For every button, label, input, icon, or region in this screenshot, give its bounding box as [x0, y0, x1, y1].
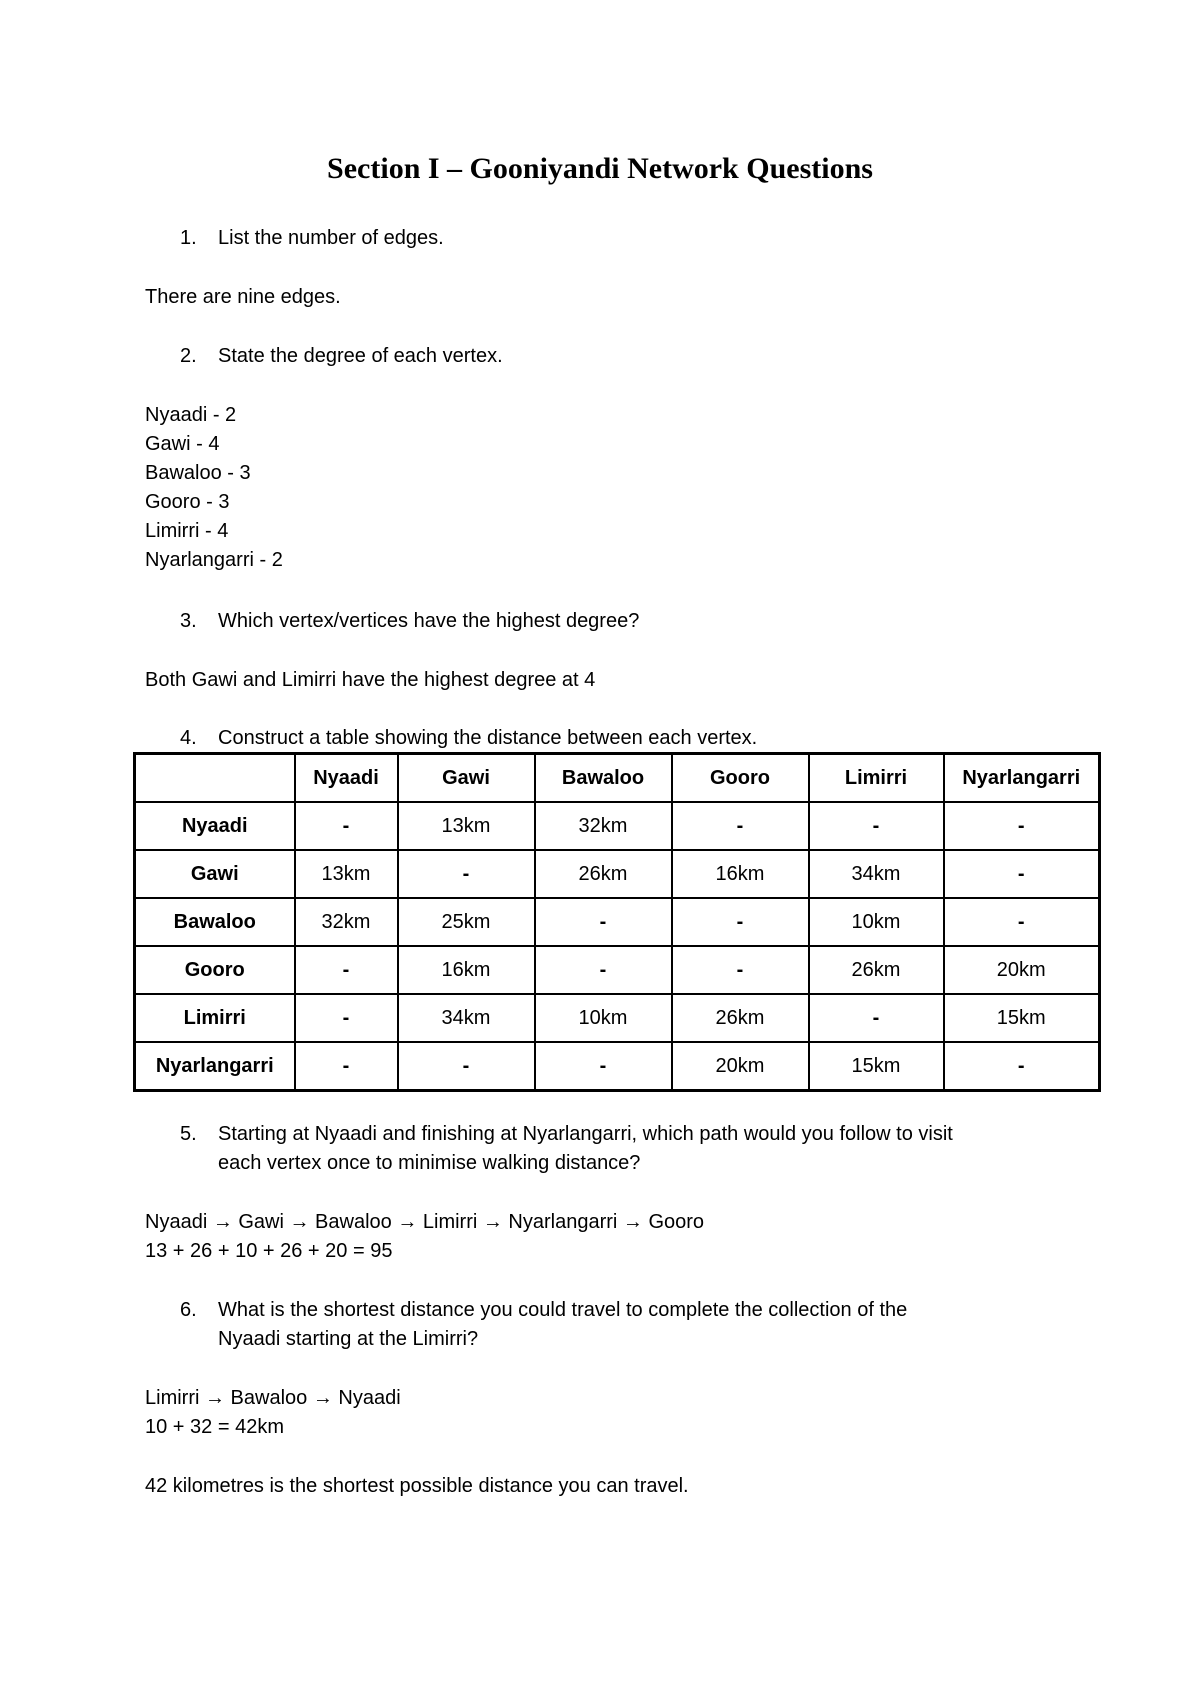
distance-table: [133, 752, 1101, 1092]
row-header-cell: Limirri: [135, 994, 295, 1042]
table-cell: 26km: [809, 946, 944, 994]
table-cell: -: [944, 802, 1100, 850]
table-cell: 20km: [672, 1042, 809, 1091]
question-number: 1.: [180, 227, 197, 249]
table-header-cell: Limirri: [809, 754, 944, 803]
table-cell: -: [672, 802, 809, 850]
question-2: [180, 342, 503, 371]
table-cell: -: [944, 1042, 1100, 1091]
table-cell: -: [672, 946, 809, 994]
degree-item: Gawi - 4: [145, 433, 220, 455]
table-cell: -: [398, 1042, 535, 1091]
degree-item: Limirri - 4: [145, 520, 229, 542]
row-header-cell: Nyarlangarri: [135, 1042, 295, 1091]
degree-item: Bawaloo - 3: [145, 462, 251, 484]
question-6: [180, 1296, 907, 1325]
table-row: [135, 946, 1100, 994]
table-cell: 32km: [535, 802, 672, 850]
question-1: [180, 224, 444, 253]
question-text: State the degree of each vertex.: [218, 345, 503, 367]
table-cell: 13km: [295, 850, 398, 898]
table-cell: 13km: [398, 802, 535, 850]
table-cell: -: [295, 994, 398, 1042]
table-cell: -: [295, 1042, 398, 1091]
table-header-cell: Bawaloo: [535, 754, 672, 803]
question-text: Construct a table showing the distance between each vertex.: [218, 727, 758, 749]
table-cell: 20km: [944, 946, 1100, 994]
row-header-cell: Gooro: [135, 946, 295, 994]
table-cell: -: [295, 802, 398, 850]
table-cell: -: [398, 850, 535, 898]
table-header-cell: [135, 754, 295, 803]
question-text: Starting at Nyaadi and finishing at Nyarlangarri, which path would you follow to visit: [218, 1123, 953, 1145]
table-row: [135, 802, 1100, 850]
question-number: 4.: [180, 727, 197, 749]
degree-item: Nyaadi - 2: [145, 404, 237, 426]
question-6-continued: Nyaadi starting at the Limirri?: [218, 1328, 479, 1350]
degree-item: Nyarlangarri - 2: [145, 549, 283, 571]
answer-line: Nyaadi → Gawi → Bawaloo → Limirri → Nyarlangarri → Gooro: [145, 1211, 705, 1233]
table-cell: 16km: [398, 946, 535, 994]
conclusion-text: 42 kilometres is the shortest possible distance you can travel.: [145, 1475, 689, 1497]
table-cell: 25km: [398, 898, 535, 946]
table-header-cell: Nyaadi: [295, 754, 398, 803]
question-4: [180, 724, 757, 753]
question-3: [180, 607, 639, 636]
table-cell: 26km: [672, 994, 809, 1042]
table-cell: 16km: [672, 850, 809, 898]
answer-5: [145, 1208, 704, 1266]
answer-line: Limirri → Bawaloo → Nyaadi: [145, 1387, 401, 1409]
question-number: 2.: [180, 345, 197, 367]
table-row: [135, 994, 1100, 1042]
answer-1: There are nine edges.: [145, 286, 341, 308]
question-number: 6.: [180, 1299, 197, 1321]
table-header-cell: Nyarlangarri: [944, 754, 1100, 803]
table-cell: 34km: [809, 850, 944, 898]
table-row: [135, 898, 1100, 946]
row-header-cell: Gawi: [135, 850, 295, 898]
answer-line: 13 + 26 + 10 + 26 + 20 = 95: [145, 1240, 393, 1262]
table-cell: -: [809, 994, 944, 1042]
table-cell: 34km: [398, 994, 535, 1042]
answer-3: Both Gawi and Limirri have the highest degree at 4: [145, 669, 596, 691]
table-cell: -: [944, 898, 1100, 946]
table-cell: 26km: [535, 850, 672, 898]
table-cell: 10km: [535, 994, 672, 1042]
row-header-cell: Nyaadi: [135, 802, 295, 850]
table-cell: -: [535, 1042, 672, 1091]
question-text: List the number of edges.: [218, 227, 444, 249]
table-cell: -: [672, 898, 809, 946]
page-title: Section I – Gooniyandi Network Questions: [327, 152, 873, 185]
degree-item: Gooro - 3: [145, 491, 230, 513]
question-5: [180, 1120, 953, 1149]
table-cell: -: [535, 898, 672, 946]
table-header-row: [135, 754, 1100, 803]
table-cell: -: [944, 850, 1100, 898]
table-header-cell: Gooro: [672, 754, 809, 803]
degree-list: [145, 401, 283, 575]
table-cell: -: [809, 802, 944, 850]
question-number: 5.: [180, 1123, 197, 1145]
question-number: 3.: [180, 610, 197, 632]
question-5-continued: each vertex once to minimise walking distance?: [218, 1152, 641, 1174]
table-cell: 32km: [295, 898, 398, 946]
table-row: [135, 1042, 1100, 1091]
table-cell: -: [535, 946, 672, 994]
table-cell: -: [295, 946, 398, 994]
answer-line: 10 + 32 = 42km: [145, 1416, 284, 1438]
table-cell: 15km: [944, 994, 1100, 1042]
table-header-cell: Gawi: [398, 754, 535, 803]
question-text: What is the shortest distance you could travel to complete the collection of the: [218, 1299, 908, 1321]
table-cell: 10km: [809, 898, 944, 946]
question-text: Which vertex/vertices have the highest degree?: [218, 610, 640, 632]
answer-6: [145, 1384, 401, 1442]
row-header-cell: Bawaloo: [135, 898, 295, 946]
table-cell: 15km: [809, 1042, 944, 1091]
table-row: [135, 850, 1100, 898]
